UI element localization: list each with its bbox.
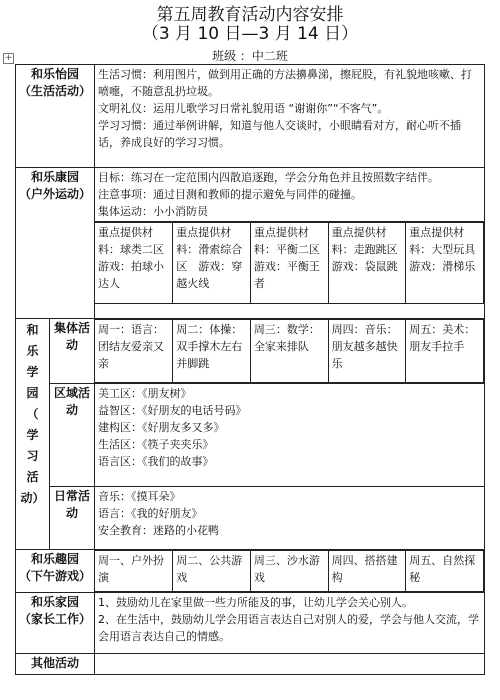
- outdoor-zone: 重点提供材料：滑索综合区 游戏：穿越火线: [173, 223, 251, 304]
- class-label: 班级 ：中二班: [212, 49, 288, 63]
- home-row: [16, 593, 485, 654]
- games-day: 周三、沙水游戏: [250, 551, 328, 592]
- games-day: 周四、搭搭建构: [328, 551, 406, 592]
- life-section-sub: （生活活动）: [19, 84, 92, 98]
- daily-line: 音乐：《摸耳朵》: [98, 490, 181, 503]
- life-line: 学习习惯：通过举例讲解，知道与他人交谈时，小眼睛看对方，耐心听不插话，养成良好的学习习惯。: [98, 119, 462, 149]
- home-line: 2、在生活中，鼓励幼儿学会用语言表达自己对别人的爱，学会与他人交流，学会用语言表达自己的情感。: [98, 613, 480, 643]
- learning-name-char: 乐: [26, 344, 39, 358]
- home-section-name: 和乐家园: [31, 595, 80, 609]
- home-section-sub: （家长工作）: [19, 612, 92, 626]
- outdoor-row: [16, 168, 485, 319]
- daily-line: 安全教育：迷路的小花鸭: [98, 524, 220, 537]
- group-activity-label: 集体活动: [50, 319, 95, 384]
- other-row: [16, 654, 485, 675]
- games-content: [95, 550, 485, 593]
- learning-daily-row: [16, 487, 485, 550]
- games-section-header: [16, 550, 95, 593]
- learning-name-char: 动）: [20, 491, 45, 505]
- life-section-header: [16, 65, 95, 168]
- outdoor-zone: 重点提供材料：平衡二区游戏：平衡王者: [250, 223, 328, 304]
- group-activity-day: 周二：体操：双手撑木左右并脚跳: [173, 320, 251, 383]
- date-range: （3 月 10 日—3 月 14 日）: [141, 24, 359, 44]
- outdoor-content: [95, 168, 485, 319]
- learning-name-char: 学: [26, 365, 39, 379]
- daily-activity-label: 日常活动: [50, 487, 95, 550]
- table-move-handle-icon[interactable]: +: [4, 53, 13, 63]
- area-activity-label: 区域活动: [50, 384, 95, 487]
- outdoor-zones: [95, 222, 484, 304]
- outdoor-zone: 重点提供材料：走跑跳区游戏：袋鼠跳: [328, 223, 406, 304]
- group-activity-day: 周五：美术：朋友手拉手: [406, 320, 484, 383]
- area-line: 美工区：《朋友树》: [98, 387, 192, 400]
- outdoor-section-name: 和乐康园: [31, 170, 80, 184]
- life-row: [16, 65, 485, 168]
- schedule-table: [15, 64, 485, 675]
- daily-line: 语言：《我的好朋友》: [98, 507, 203, 520]
- group-activity-days: [95, 319, 484, 383]
- games-day: 周五、自然探秘: [406, 551, 484, 592]
- games-section-name: 和乐趣园: [31, 552, 80, 566]
- games-days: [95, 550, 484, 592]
- outdoor-goal: 目标：练习在一定范围内四散追逐跑，学会分角色并且按照数字结伴。: [98, 171, 440, 184]
- life-line: 生活习惯：利用图片，做到用正确的方法擤鼻涕，擦屁股，有礼貌地咳嗽、打喷嚏，不随意乱扔垃圾。: [98, 68, 473, 98]
- learning-name-char: 活: [26, 470, 39, 484]
- other-section-name: 其他活动: [31, 656, 80, 670]
- home-content: [95, 593, 485, 654]
- outdoor-section-sub: （户外运动）: [19, 187, 92, 201]
- outdoor-zone: 重点提供材料：大型玩具游戏：滑梯乐: [406, 223, 484, 304]
- games-section-sub: （下午游戏）: [19, 569, 92, 583]
- outdoor-group: 集体运动：小小消防员: [98, 205, 209, 218]
- area-line: 语言区：《我们的故事》: [98, 455, 214, 468]
- learning-group-row: [16, 319, 485, 384]
- learning-name-char: 和: [26, 323, 39, 337]
- home-section-header: [16, 593, 95, 654]
- area-line: 生活区：《筷子夹夹乐》: [98, 438, 214, 451]
- other-content[interactable]: [95, 654, 485, 675]
- learning-area-row: [16, 384, 485, 487]
- group-activity-day: 周一：语言：团结友爱亲又亲: [95, 320, 173, 383]
- life-section-name: 和乐怡园: [31, 67, 80, 81]
- other-section-header: [16, 654, 95, 675]
- learning-name-char: 园: [26, 386, 39, 400]
- outdoor-note: 注意事项：通过目测和教师的提示避免与同伴的碰撞。: [98, 188, 363, 201]
- group-activity-day: 周三：数学：全家来排队: [250, 320, 328, 383]
- page-title: 第五周教育活动内容安排: [156, 5, 344, 25]
- daily-activity-content: [95, 487, 485, 550]
- life-content: [95, 65, 485, 168]
- learning-name-char: 学: [26, 428, 39, 442]
- games-day: 周二、公共游戏: [173, 551, 251, 592]
- group-activity-day: 周四：音乐：朋友越多越快乐: [328, 320, 406, 383]
- area-activity-content: [95, 384, 485, 487]
- learning-name-char: 习: [26, 449, 39, 463]
- group-activity-content: [95, 319, 485, 384]
- outdoor-section-header: [16, 168, 95, 319]
- learning-section-header: [16, 319, 50, 550]
- area-line: 益智区：《好朋友的电话号码》: [98, 404, 247, 417]
- games-day: 周一、户外扮演: [95, 551, 173, 592]
- life-line: 文明礼仪：运用儿歌学习日常礼貌用语 “谢谢你”“不客气”。: [98, 102, 389, 115]
- home-line: 1、鼓励幼儿在家里做一些力所能及的事，让幼儿学会关心别人。: [98, 596, 414, 609]
- games-row: [16, 550, 485, 593]
- learning-name-char: （: [26, 407, 39, 421]
- outdoor-zone: 重点提供材料：球类二区游戏：拍球小达人: [95, 223, 173, 304]
- area-line: 建构区：《好朋友多又多》: [98, 421, 225, 434]
